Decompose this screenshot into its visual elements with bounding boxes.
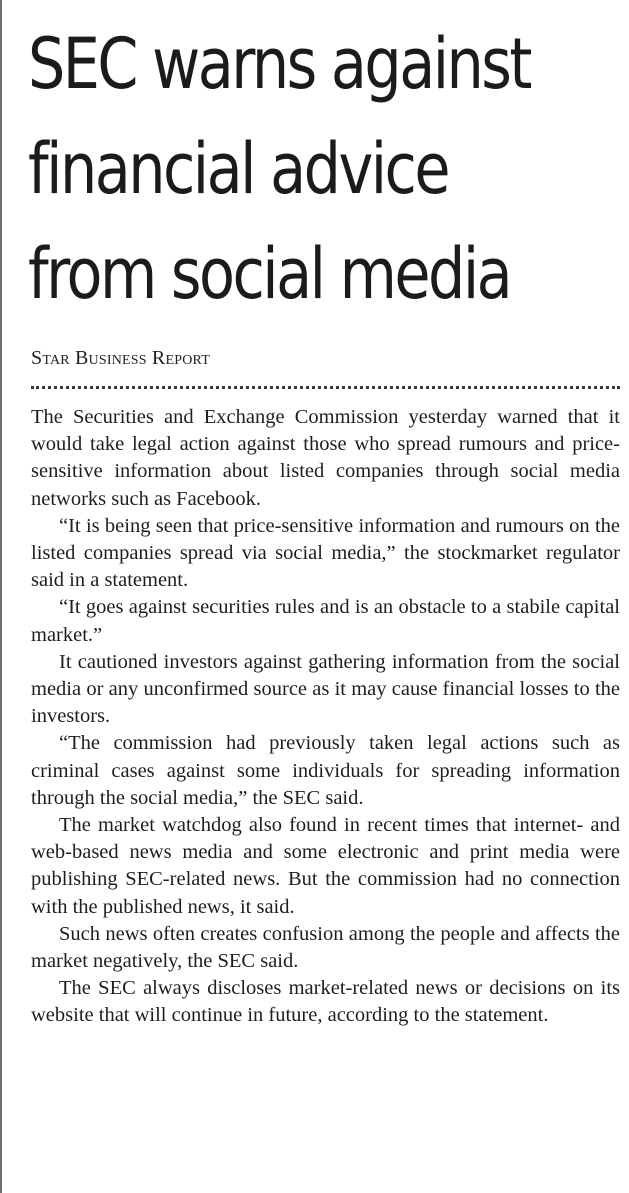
byline: Star Business Report bbox=[31, 347, 210, 369]
paragraph: “It is being seen that price-sensitive information and rumours on the listed companies spread via social media,” the stockmarket regulator said in a statement. bbox=[31, 514, 620, 592]
paragraph: The SEC always discloses market-related news or decisions on its website that will continue in future, according to the statement. bbox=[31, 977, 620, 1027]
paragraph: “It goes against securities rules and is an obstacle to a stabile capital market.” bbox=[31, 596, 620, 646]
headline bbox=[28, 12, 529, 327]
article-body bbox=[31, 404, 620, 1030]
headline-line: financial advice bbox=[28, 128, 449, 210]
column-rule bbox=[0, 0, 2, 1193]
headline-line: SEC warns against bbox=[28, 23, 530, 105]
paragraph: “The commission had previously taken legal actions such as criminal cases against some individuals for spreading information through the social media,” the SEC said. bbox=[31, 732, 620, 809]
paragraph: The Securities and Exchange Commission yesterday warned that it would take legal action against those who spread rumours and price-sensitive information about listed companies through social media networks such as Facebook. bbox=[31, 406, 620, 510]
paragraph: Such news often creates confusion among the people and affects the market negatively, the SEC said. bbox=[31, 922, 620, 973]
paragraph: It cautioned investors against gathering information from the social media or any unconfirmed source as it may cause financial losses to the investors. bbox=[31, 650, 620, 728]
headline-line: from social media bbox=[28, 233, 511, 315]
dotted-divider bbox=[31, 386, 620, 389]
paragraph: The market watchdog also found in recent times that internet- and web-based news media and some electronic and print media were publishing SEC-related news. But the commission had no connection with the published news, it said. bbox=[31, 814, 620, 918]
